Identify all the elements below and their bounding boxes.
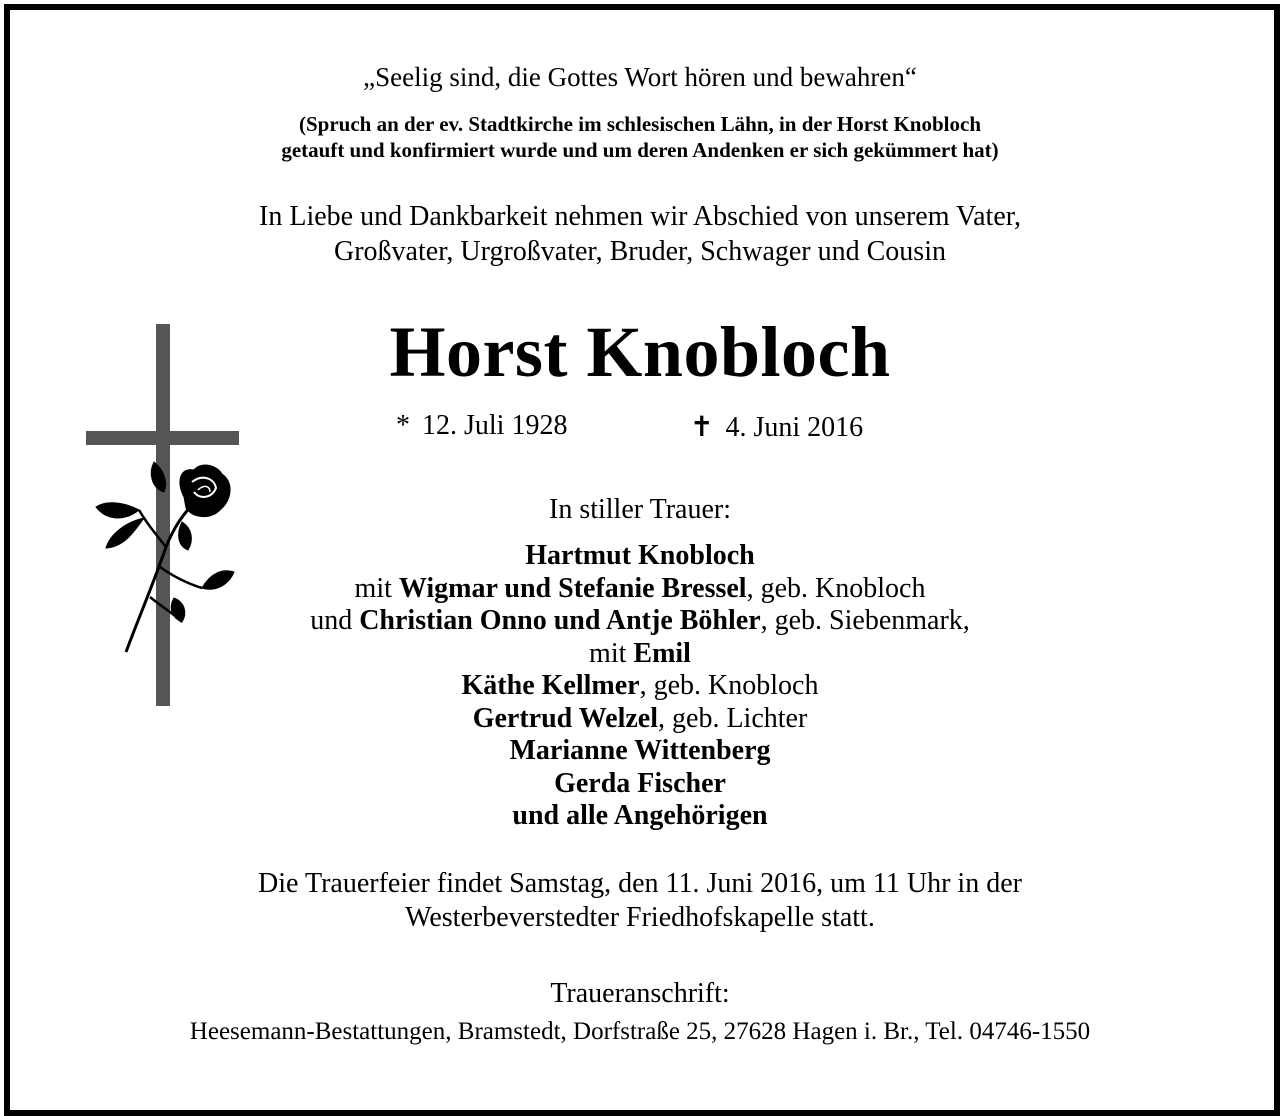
mourner-name: Marianne Wittenberg xyxy=(509,735,771,766)
mourner-name: Käthe Kellmer xyxy=(461,670,640,701)
mourner-line xyxy=(0,735,1280,768)
intro-line-1: In Liebe und Dankbarkeit nehmen wir Abschied von unserem Vater, xyxy=(259,201,1021,232)
mourner-line: mit Emil xyxy=(589,637,691,669)
death-date-text: 4. Juni 2016 xyxy=(725,412,864,443)
mourner-name: Hartmut Knobloch xyxy=(525,540,755,571)
death-cross-symbol: ✝ xyxy=(690,412,714,443)
mourner-name: Emil xyxy=(633,637,691,669)
mourner-line: Käthe Kellmer, geb. Knobloch xyxy=(461,670,819,701)
address-label: Traueranschrift: xyxy=(550,978,730,1009)
mourner-name: und alle Angehörigen xyxy=(512,800,768,831)
mourner-line: und Christian Onno und Antje Böhler, geb. Siebenmark, xyxy=(310,605,970,636)
verse-note xyxy=(0,111,1280,163)
mourning-heading: In stiller Trauer: xyxy=(549,494,731,525)
farewell-intro xyxy=(0,199,1280,269)
ceremony-line-1: Die Trauerfeier findet Samstag, den 11. Juni 2016, um 11 Uhr in der xyxy=(258,868,1022,899)
intro-line-2: Großvater, Urgroßvater, Bruder, Schwager und Cousin xyxy=(334,236,946,267)
bible-verse: „Seelig sind, die Gottes Wort hören und bewahren“ xyxy=(363,62,917,92)
mourner-line: mit Wigmar und Stefanie Bressel, geb. Knobloch xyxy=(354,572,926,604)
mourners-list xyxy=(0,540,1280,833)
mourner-line xyxy=(0,768,1280,801)
mourner-name: Gertrud Welzel xyxy=(472,702,659,734)
deceased-name: Horst Knobloch xyxy=(389,312,891,392)
mourner-name: Gerda Fischer xyxy=(554,767,726,799)
mourner-name: Wigmar und Stefanie Bressel xyxy=(398,572,747,604)
death-date xyxy=(690,410,863,444)
mourner-name: Christian Onno und Antje Böhler xyxy=(359,605,761,636)
ceremony-info xyxy=(0,867,1280,935)
birth-star-symbol: * xyxy=(396,410,410,441)
funeral-home-address: Heesemann-Bestattungen, Bramstedt, Dorfstraße 25, 27628 Hagen i. Br., Tel. 04746-1550 xyxy=(189,1018,1091,1045)
mourner-line xyxy=(0,800,1280,833)
verse-note-line-1: (Spruch an der ev. Stadtkirche im schlesischen Lähn, in der Horst Knobloch xyxy=(298,112,981,136)
verse-note-line-2: getauft und konfirmiert wurde und um deren Andenken er sich gekümmert hat) xyxy=(281,138,999,162)
birth-date-text: 12. Juli 1928 xyxy=(422,410,568,441)
mourner-line xyxy=(0,540,1280,573)
mourner-line: Gertrud Welzel, geb. Lichter xyxy=(472,702,808,734)
ceremony-line-2: Westerbeverstedter Friedhofskapelle statt. xyxy=(405,902,875,933)
birth-date xyxy=(396,410,567,442)
